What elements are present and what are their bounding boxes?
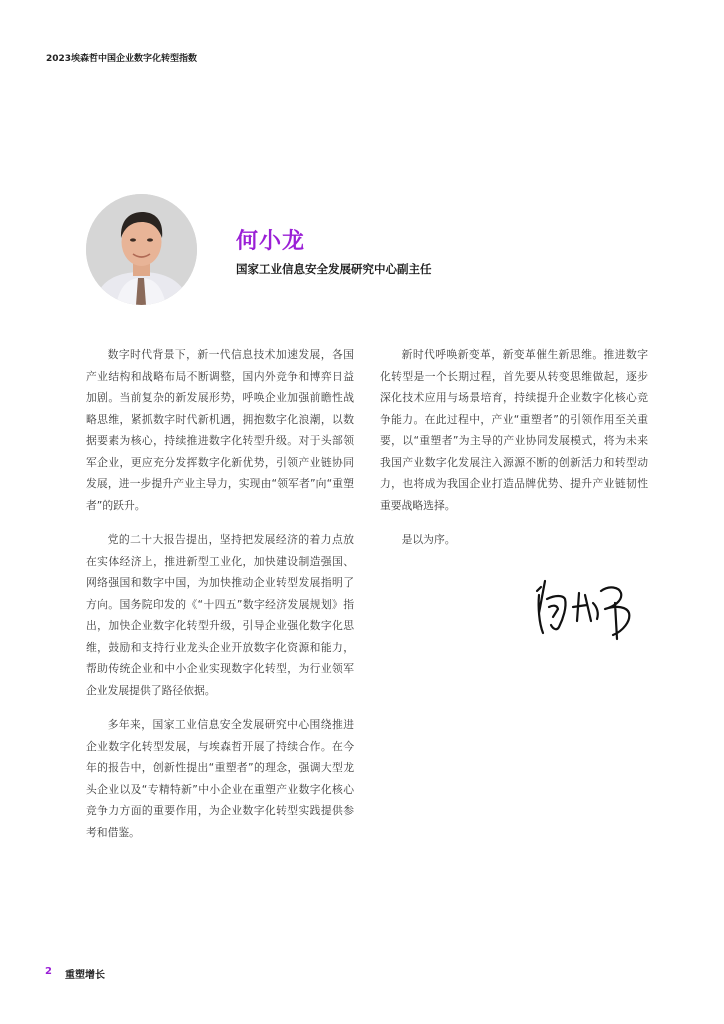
left-paragraph-2: 党的二十大报告提出，坚持把发展经济的着力点放在实体经济上，推进新型工业化，加快建设制造强国、网络强国和数字中国，为加快推动企业转型发展指明了方向。国务院印发的《“十四五”数字经济发展规划》指出，加快企业数字化转型升级，引导企业强化数字化思维，鼓励和支持行业龙头企业开放数字化资源和能力，帮助传统企业和中小企业实现数字化转型，为行业领军企业发展提供了路径依据。 <box>86 533 354 697</box>
author-name: 何小龙 <box>236 229 306 254</box>
page-number: 2 <box>45 966 52 977</box>
handwritten-signature <box>533 573 643 643</box>
right-paragraph-2: 是以为序。 <box>401 533 456 546</box>
author-portrait <box>86 194 197 305</box>
left-column <box>86 344 354 856</box>
portrait-photo-icon <box>86 194 197 305</box>
right-column <box>380 344 648 564</box>
right-paragraph-1: 新时代呼唤新变革，新变革催生新思维。推进数字化转型是一个长期过程，首先要从转变思维做起，逐步深化技术应用与场景培育，持续提升企业数字化核心竞争能力。在此过程中，产业“重塑者”的引领作用至关重要，以“重塑者”为主导的产业协同发展模式，将为未来我国产业数字化发展注入源源不断的创新活力和转型动力，也将成为我国企业打造品牌优势、提升产业链韧性重要战略选择。 <box>380 348 648 512</box>
left-paragraph-1: 数字时代背景下，新一代信息技术加速发展，各国产业结构和战略布局不断调整，国内外竞争和博弈日益加剧。当前复杂的新发展形势，呼唤企业加强前瞻性战略思维，紧抓数字时代新机遇，拥抱数字化浪潮，以数据要素为核心，持续推进数字化转型升级。对于头部领军企业，更应充分发挥数字化新优势，引领产业链协同发展，进一步提升产业主导力，实现由“领军者”向“重塑者”的跃升。 <box>86 348 354 512</box>
report-header: 2023埃森哲中国企业数字化转型指数 <box>46 54 198 64</box>
author-role: 国家工业信息安全发展研究中心副主任 <box>236 262 432 276</box>
footer-title: 重塑增长 <box>65 970 105 981</box>
left-paragraph-3: 多年来，国家工业信息安全发展研究中心围绕推进企业数字化转型发展，与埃森哲开展了持续合作。在今年的报告中，创新性提出“重塑者”的理念，强调大型龙头企业以及“专精特新”中小企业在重塑产业数字化核心竞争力方面的重要作用，为企业数字化转型实践提供参考和借鉴。 <box>86 718 354 839</box>
